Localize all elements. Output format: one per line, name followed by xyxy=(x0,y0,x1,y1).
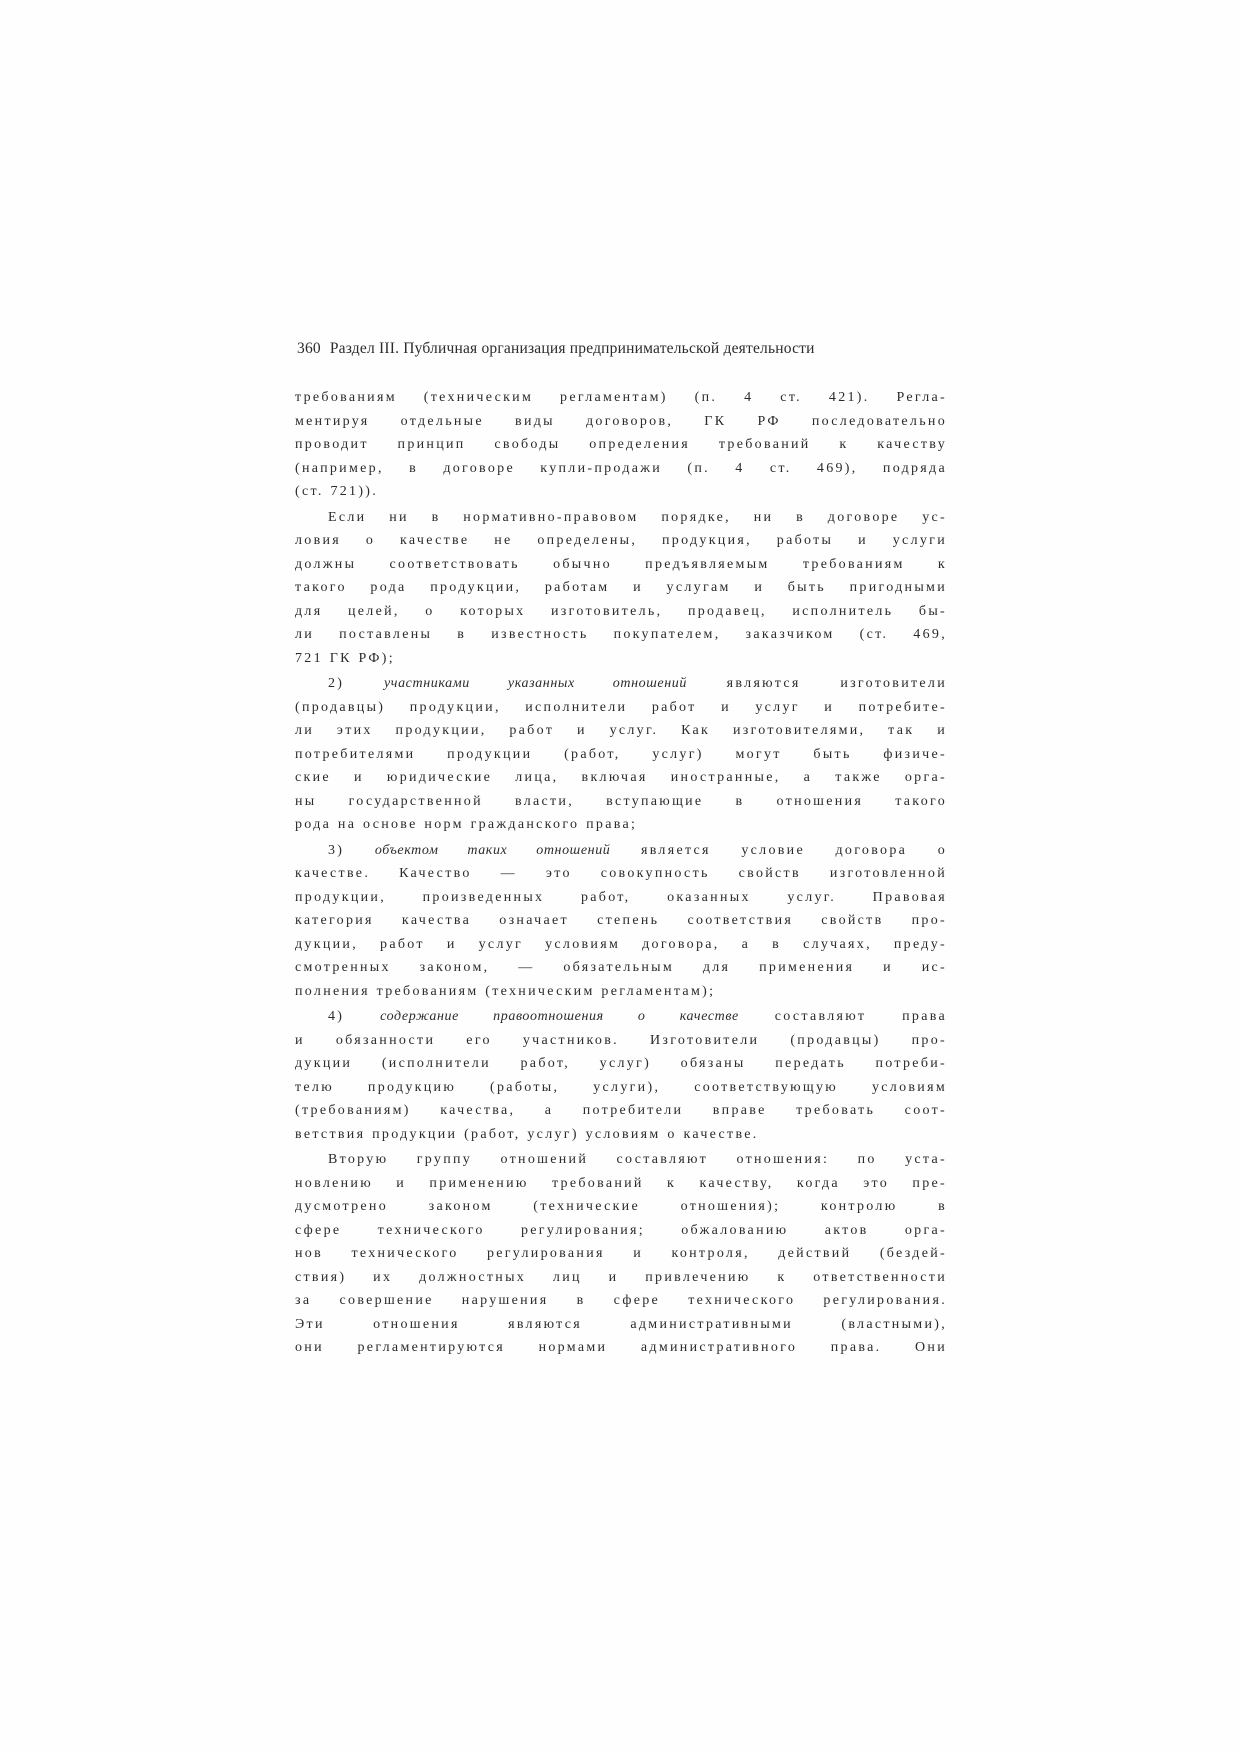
text-line: дукции, работ и услуг условиям договора, а в случаях, преду- xyxy=(295,936,947,952)
text-line: ли этих продукции, работ и услуг. Как изготовителями, так и xyxy=(295,723,947,738)
emphasis-term: участниками указанных отношений xyxy=(383,676,687,691)
text-line: (ст. 721)). xyxy=(295,484,379,499)
text-line: ментируя отдельные виды договоров, ГК РФ последовательно xyxy=(295,413,947,429)
list-text: являются изготовители xyxy=(686,676,947,691)
text-line: ли поставлены в известность покупателем, заказчиком (ст. 469, xyxy=(295,627,947,642)
body-text xyxy=(295,386,947,1360)
text-line: (требованиям) качества, а потребители вправе требовать соот- xyxy=(295,1103,947,1118)
text-line: проводит принцип свободы определения требований к качеству xyxy=(295,437,947,452)
text-line: и обязанности его участников. Изготовители (продавцы) про- xyxy=(295,1032,947,1048)
page-number: 360 xyxy=(297,340,321,357)
text-line: рода на основе норм гражданского права; xyxy=(295,817,638,832)
text-line: сфере технического регулирования; обжалованию актов орга- xyxy=(295,1222,947,1238)
list-marker: 2) xyxy=(328,676,384,691)
text-line: Эти отношения являются административными (властными), xyxy=(295,1316,947,1332)
list-text: составляют права xyxy=(738,1009,947,1024)
text-line: качестве. Качество — это совокупность свойств изготовленной xyxy=(295,866,947,881)
text-line: продукции, произведенных работ, оказанных услуг. Правовая xyxy=(295,889,947,905)
text-line: новлению и применению требований к качеству, когда это пре- xyxy=(295,1175,947,1191)
text-line: для целей, о которых изготовитель, продавец, исполнитель бы- xyxy=(295,603,947,619)
text-line: нов технического регулирования и контроля, действий (бездей- xyxy=(295,1246,947,1261)
text-line: Если ни в нормативно-правовом порядке, ни в договоре ус- xyxy=(328,509,947,525)
text-line: категория качества означает степень соответствия свойств про- xyxy=(295,913,947,928)
list-item-2 xyxy=(295,672,947,696)
text-line: потребителями продукции (работ, услуг) могут быть физиче- xyxy=(295,746,947,762)
list-marker: 4) xyxy=(328,1009,381,1024)
text-line: смотренных законом, — обязательным для применения и ис- xyxy=(295,960,947,975)
text-line: ствия) их должностных лиц и привлечению к ответственности xyxy=(295,1269,947,1285)
text-line: 721 ГК РФ); xyxy=(295,650,395,666)
text-line: дусмотрено законом (технические отношения); контролю в xyxy=(295,1199,947,1214)
text-line: Вторую группу отношений составляют отношения: по уста- xyxy=(328,1152,947,1167)
text-line: телю продукцию (работы, услуги), соответствующую условиям xyxy=(295,1079,947,1095)
text-line: ны государственной власти, вступающие в отношения такого xyxy=(295,793,947,809)
emphasis-term: объектом таких отношений xyxy=(374,842,611,858)
text-line: должны соответствовать обычно предъявляемым требованиям к xyxy=(295,556,947,572)
list-text: является условие договора о xyxy=(610,842,947,858)
text-line: полнения требованиям (техническим регламентам); xyxy=(295,983,716,999)
text-line: дукции (исполнители работ, услуг) обязаны передать потреби- xyxy=(295,1056,947,1071)
text-line: такого рода продукции, работам и услугам и быть пригодными xyxy=(295,580,947,595)
text-line: ские и юридические лица, включая иностранные, а также орга- xyxy=(295,770,947,785)
list-item-3 xyxy=(295,839,947,863)
text-line: ветствия продукции (работ, услуг) условиям о качестве. xyxy=(295,1126,759,1142)
text-line: они регламентируются нормами административного права. Они xyxy=(295,1340,947,1355)
emphasis-term: содержание правоотношения о качестве xyxy=(380,1009,739,1024)
list-item-4 xyxy=(295,1005,947,1029)
running-header xyxy=(297,340,947,358)
running-title: Раздел III. Публичная организация предпринимательской деятельности xyxy=(329,340,815,357)
text-line: требованиям (техническим регламентам) (п. 4 ст. 421). Регла- xyxy=(295,390,947,405)
text-line: за совершение нарушения в сфере технического регулирования. xyxy=(295,1293,947,1308)
list-marker: 3) xyxy=(328,842,375,858)
text-line: ловия о качестве не определены, продукция, работы и услуги xyxy=(295,533,947,548)
text-line: (продавцы) продукции, исполнители работ и услуг и потребите- xyxy=(295,699,947,715)
text-line: (например, в договоре купли-продажи (п. 4 ст. 469), подряда xyxy=(295,460,947,476)
